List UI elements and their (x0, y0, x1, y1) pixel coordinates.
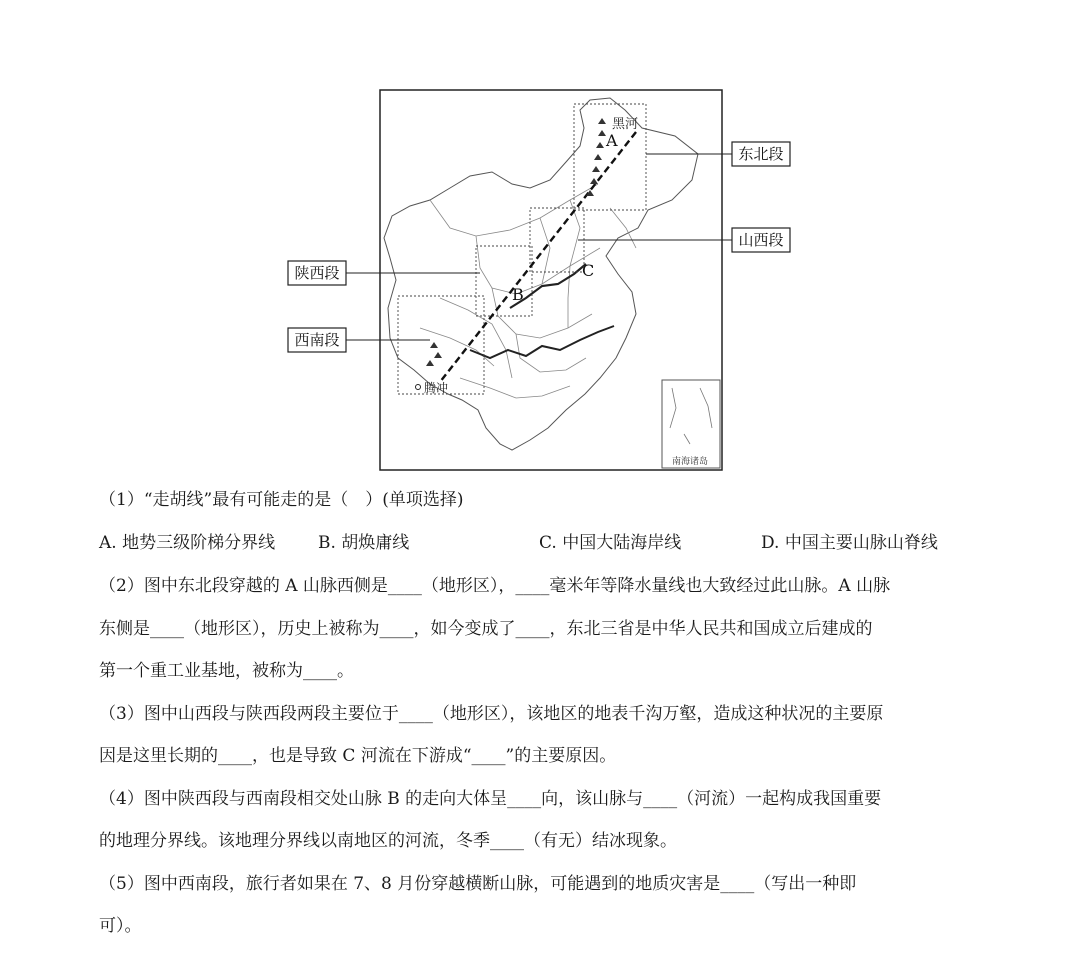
question-1: （1）“走胡线”最有可能走的是（ ）(单项选择) (99, 490, 464, 510)
shanxi-label: 山西段 (738, 231, 784, 249)
question-3-line-2: 因是这里长期的____，也是导致 C 河流在下游成“____”的主要原因。 (99, 746, 617, 766)
tengchong-label: 腾冲 (424, 381, 449, 395)
question-3-line-1: （3）图中山西段与陕西段两段主要位于____（地形区），该地区的地表千沟万壑，造成这种状况的主要原 (99, 704, 884, 724)
option-d: D. 中国主要山脉山脊线 (761, 533, 938, 553)
option-a: A. 地势三级阶梯分界线 (99, 533, 276, 553)
point-a-label: A (606, 131, 618, 150)
question-2-line-2: 东侧是____（地形区），历史上被称为____，如今变成了____，东北三省是中华人民共和国成立后建成的 (99, 619, 873, 639)
southwest-label: 西南段 (294, 331, 340, 349)
option-c: C. 中国大陆海岸线 (539, 533, 682, 553)
question-4-line-1: （4）图中陕西段与西南段相交处山脉 B 的走向大体呈____向，该山脉与____（河流）一起构成我国重要 (99, 789, 882, 809)
question-5-line-2: 可）。 (99, 916, 142, 936)
question-4-line-2: 的地理分界线。该地理分界线以南地区的河流，冬季____（有无）结冰现象。 (99, 831, 677, 851)
point-b-label: B (512, 285, 524, 304)
option-b: B. 胡焕庸线 (318, 533, 410, 553)
china-map-figure (280, 88, 800, 474)
point-c-label: C (582, 261, 595, 280)
south-sea-label: 南海诸岛 (671, 457, 709, 467)
shaanxi-label: 陕西段 (294, 264, 340, 282)
question-2-line-3: 第一个重工业基地，被称为____。 (99, 661, 354, 681)
northeast-label: 东北段 (738, 145, 784, 163)
question-5-line-1: （5）图中西南段，旅行者如果在 7、8 月份穿越横断山脉，可能遇到的地质灾害是____（写出一种即 (99, 874, 857, 894)
question-2-line-1: （2）图中东北段穿越的 A 山脉西侧是____（地形区），____毫米年等降水量线也大致经过此山脉。A 山脉 (99, 576, 891, 596)
heihe-label: 黑河 (612, 117, 639, 132)
